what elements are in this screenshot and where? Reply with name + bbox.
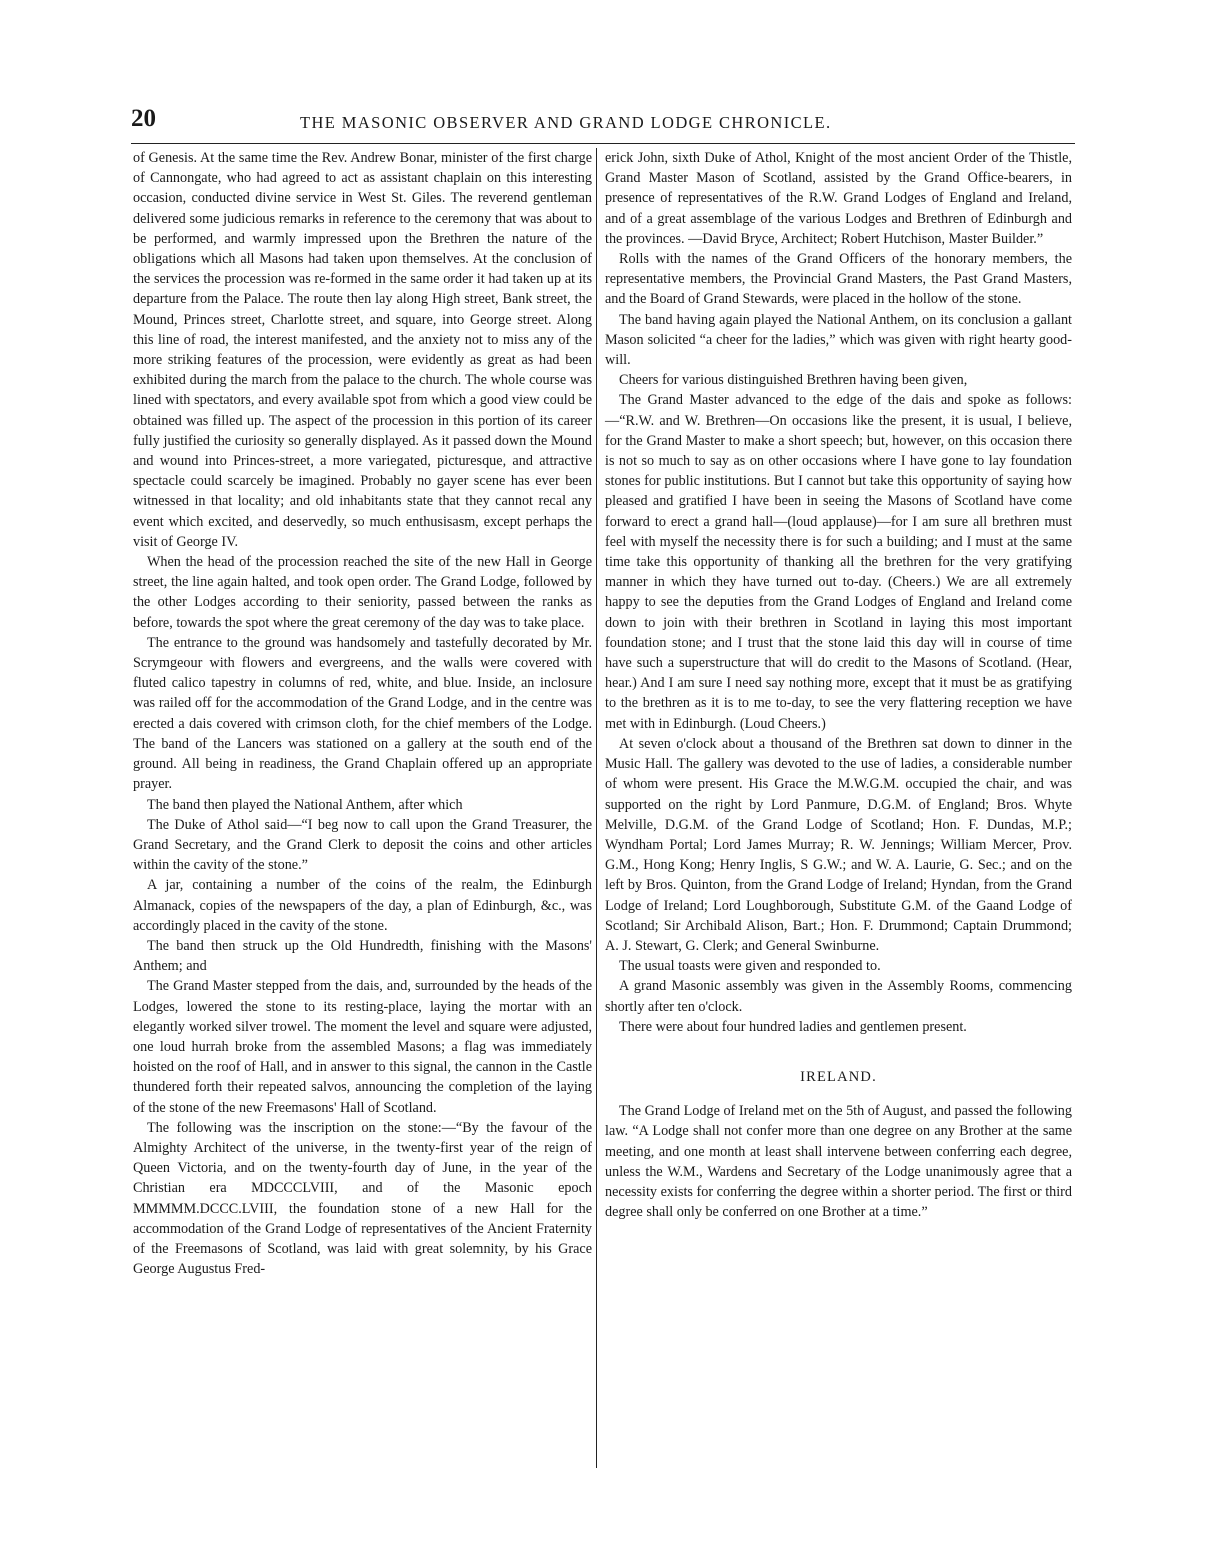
paragraph: At seven o'clock about a thousand of the Brethren sat down to dinner in the Music Hall. The gallery was devoted to the use of ladies, a considerable number of whom were present. His Grace the M.W.G.M. occupied the chair, and was supported on the right by Lord Panmure, D.G.M. of England; Bros. Whyte Melville, D.G.M. of the Grand Lodge of Scotland; Hon. F. Dundas, M.P.; Wyndham Portal; Lord James Murray; R. W. Jennings; William Mercer, Prov. G.M., Hong Kong; Henry Inglis, S G.W.; and W. A. Laurie, G. Sec.; and on the left by Bros. Quinton, from the Grand Lodge of Ireland; Hyndan, from the Grand Lodge of Ireland; Lord Loughborough, Substitute G.M. of the Gaand Lodge of Scotland; Sir Archibald Alison, Bart.; Hon. F. Drummond; Captain Drummond; A. J. Stewart, G. Clerk; and General Swinburne. [605, 735, 1072, 954]
paragraph: The following was the inscription on the stone:—“By the favour of the Almighty Architect of the universe, in the twenty-first year of the reign of Queen Victoria, and on the twenty-fourth day of June, in the year of the Christian era MDCCCLVIII, and of the Masonic epoch MMMMM.DCCC.LVIII, the foundation stone of a new Hall for the accommodation of the Grand Lodge of representatives of the Ancient Fraternity of the Freemasons of Scotland, was laid with great solemnity, by his Grace George Augustus Fred- [133, 1119, 592, 1278]
paragraph: of Genesis. At the same time the Rev. Andrew Bonar, minister of the first charge of Cannongate, who had agreed to act as assistant chaplain on this interesting occasion, conducted divine service in West St. Giles. The reverend gentleman delivered some judicious remarks in reference to the ceremony that was about to be performed, and warmly impressed upon the Brethren the nature of the obligations which all Masons had taken upon themselves. At the conclusion of the services the procession was re-formed in the same order it had taken up at its departure from the Palace. The route then lay along High street, Bank street, the Mound, Princes street, Charlotte street, and square, into George street. Along this line of road, the interest manifested, and the anxiety not to miss any of the more striking features of the procession, were evidently as great as had been exhibited during the march from the palace to the church. The whole course was lined with spectators, and every available spot from which a good view could be obtained was filled up. The aspect of the procession in this portion of its career fully justified the curiosity so generally displayed. As it passed down the Mound and wound into Princes-street, a more variegated, picturesque, and attractive spectacle could scarcely be imagined. Probably no gayer scene has ever been witnessed in that locality; and old inhabitants state that they cannot recal any event which excited, and deservedly, so much enthusisasm, except perhaps the visit of George IV. [133, 150, 592, 550]
paragraph: A jar, containing a number of the coins of the realm, the Edinburgh Almanack, copies of the newspapers of the day, a plan of Edinburgh, &c., was accordingly placed in the cavity of the stone. [133, 877, 592, 934]
paragraph: The Duke of Athol said—“I beg now to call upon the Grand Treasurer, the Grand Secretary, and the Grand Clerk to deposit the coins and other articles within the cavity of the stone.” [133, 816, 592, 874]
paragraph: The Grand Lodge of Ireland met on the 5th of August, and passed the following law. “A Lodge shall not confer more than one degree on any Brother at the same meeting, and one month at least shall intervene between conferring each degree, unless the W.M., Wardens and Secretary of the Lodge unanimously agree that a necessity exists for conferring the degree within a shorter period. The first or third degree shall only be conferred on one Brother at a time.” [605, 1103, 1072, 1221]
paragraph: The band having again played the National Anthem, on its conclusion a gallant Mason solicited “a cheer for the ladies,” which was given with right hearty good-will. [605, 311, 1072, 369]
paragraph: The usual toasts were given and responded to. [619, 958, 881, 975]
paragraph: The entrance to the ground was handsomely and tastefully decorated by Mr. Scrymgeour with flowers and evergreens, and the walls were covered with fluted calico tapestry in columns of red, white, and blue. Inside, an inclosure was railed off for the accommodation of the Grand Lodge, and in the centre was erected a dais covered with crimson cloth, for the chief members of the Lodge. The band of the Lancers was stationed on a gallery at the south end of the ground. All being in readiness, the Grand Chaplain offered up an appropriate prayer. [133, 634, 592, 793]
paragraph: erick John, sixth Duke of Athol, Knight of the most ancient Order of the Thistle, Grand Master Mason of Scotland, assisted by the Grand Office-bearers, in presence of representatives of the R.W. Grand Lodges of England and Ireland, and of a great assemblage of the various Lodges and Brethren of Edinburgh and the provinces. —David Bryce, Architect; Robert Hutchison, Master Builder.” [605, 150, 1072, 247]
paragraph: The Grand Master advanced to the edge of the dais and spoke as follows:—“R.W. and W. Brethren—On occasions like the present, it is usual, I believe, for the Grand Master to make a short speech; but, however, on this occasion there is not so much to say as on other occasions where I have gone to lay foundation stones for public institutions. But I cannot but take this opportunity of saying how pleased and gratified I have been in seeing the Masons of Scotland have come forward to erect a grand hall—(loud applause)—for I am sure all brethren must feel with myself the necessity there is for such a building; and I must at the same time take this opportunity of thanking all the brethren for the very gratifying manner in which they have turned out to-day. (Cheers.) We are all extremely happy to see the deputies from the Grand Lodges of England and Ireland come down to join with their brethren in Scotland in laying this most important foundation stone; and I trust that the stone laid this day will in course of time have such a superstructure that will do credit to the Masons of Scotland. (Hear, hear.) And I am sure I need say nothing more, except that it must be as gratifying to the brethren as it is to me to-day, to see the very flattering reception we have met with in Edinburgh. (Loud Cheers.) [605, 392, 1072, 732]
paragraph: The Grand Master stepped from the dais, and, surrounded by the heads of the Lodges, lowered the stone to its resting-place, laying the mortar with an elegantly worked silver trowel. The moment the level and square were adjusted, one loud hurrah broke from the assembled Masons; a flag was immediately hoisted on the roof of Hall, and in answer to this signal, the cannon in the Castle thundered forth their repeated salvos, announcing the completion of the laying of the stone of the new Freemasons' Hall of Scotland. [133, 978, 592, 1116]
paragraph: When the head of the procession reached the site of the new Hall in George street, the line again halted, and took open order. The Grand Lodge, followed by the other Lodges according to their seniority, passed between the ranks as before, towards the spot where the great ceremony of the day was to take place. [133, 554, 592, 631]
paragraph: Rolls with the names of the Grand Officers of the honorary members, the representative members, the Provincial Grand Masters, the Past Grand Masters, and the Board of Grand Stewards, were placed in the hollow of the stone. [605, 251, 1072, 308]
paragraph: Cheers for various distinguished Brethren having been given, [619, 372, 968, 389]
header-rule [131, 143, 1075, 144]
left-column [133, 148, 592, 1279]
paragraph: The band then played the National Anthem, after which [147, 796, 463, 813]
paragraph: The band then struck up the Old Hundredth, finishing with the Masons' Anthem; and [133, 937, 592, 975]
section-heading-ireland: IRELAND. [800, 1068, 877, 1085]
paragraph: There were about four hundred ladies and gentlemen present. [619, 1018, 967, 1035]
running-title: THE MASONIC OBSERVER AND GRAND LODGE CHRONICLE. [300, 113, 832, 132]
paragraph: A grand Masonic assembly was given in the Assembly Rooms, commencing shortly after ten o'clock. [605, 978, 1072, 1015]
column-divider [596, 148, 597, 1468]
right-column [605, 148, 1072, 1222]
page-number: 20 [131, 105, 156, 132]
